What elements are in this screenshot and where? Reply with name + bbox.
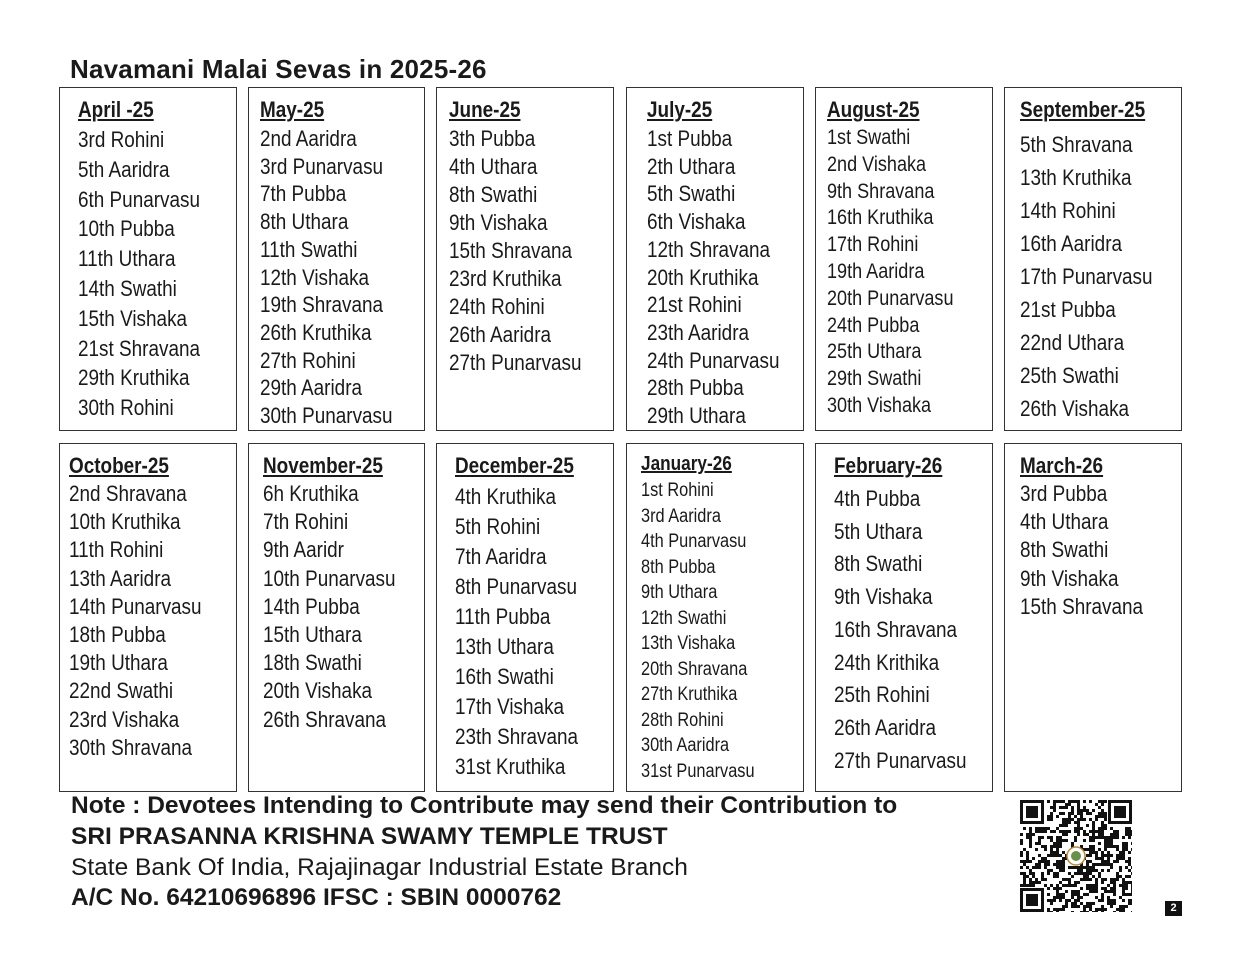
seva-entry: 4th Uthara xyxy=(1020,509,1109,535)
seva-entry: 1st Pubba xyxy=(647,126,733,151)
seva-entry: 25th Uthara xyxy=(827,340,922,364)
month-box-november xyxy=(248,443,425,792)
seva-entry: 11th Uthara xyxy=(78,246,176,272)
seva-entry: 4th Kruthika xyxy=(455,484,556,509)
seva-entry: 19th Uthara xyxy=(69,650,168,676)
trust-name: SRI PRASANNA KRISHNA SWAMY TEMPLE TRUST xyxy=(71,823,668,850)
seva-entry: 9th Vishaka xyxy=(1020,565,1119,591)
seva-entry: 3rd Punarvasu xyxy=(260,153,384,179)
seva-entry: 12th Swathi xyxy=(641,607,727,629)
seva-entry: 30th Punarvasu xyxy=(260,403,393,429)
seva-entry: 8th Uthara xyxy=(260,209,349,235)
seva-entry: 3rd Pubba xyxy=(1020,481,1108,506)
seva-entry: 12th Vishaka xyxy=(260,264,370,290)
seva-entry: 3rd Rohini xyxy=(78,127,165,152)
seva-entry: 5th Uthara xyxy=(834,518,923,544)
seva-entry: 29th Aaridra xyxy=(260,375,363,401)
seva-entry: 8th Punarvasu xyxy=(455,574,578,599)
seva-entry: 15th Shravana xyxy=(449,238,573,263)
seva-entry: 15th Uthara xyxy=(263,622,362,648)
seva-entry: 28th Pubba xyxy=(647,375,744,401)
seva-entry: 24th Krithika xyxy=(834,649,940,675)
seva-entry: 24th Rohini xyxy=(449,294,545,319)
seva-entry: 8th Swathi xyxy=(449,182,538,207)
month-heading: October-25 xyxy=(69,453,169,478)
note-line: Note : Devotees Intending to Contribute may send their Contribution to xyxy=(71,792,898,819)
seva-entry: 5th Aaridra xyxy=(78,156,170,182)
seva-entry: 20th Shravana xyxy=(641,658,748,680)
seva-entry: 21st Pubba xyxy=(1020,297,1116,322)
seva-entry: 30th Vishaka xyxy=(827,393,932,417)
month-heading: May-25 xyxy=(260,97,325,122)
seva-entry: 31st Kruthika xyxy=(455,754,566,779)
seva-entry: 17th Punarvasu xyxy=(1020,264,1153,289)
month-box-june xyxy=(436,87,614,431)
seva-entry: 10th Pubba xyxy=(78,216,175,242)
seva-entry: 13th Aaridra xyxy=(69,565,172,591)
seva-entry: 5th Rohini xyxy=(455,514,541,539)
seva-entry: 8th Swathi xyxy=(834,551,923,577)
seva-entry: 6h Kruthika xyxy=(263,481,359,506)
month-heading: June-25 xyxy=(449,97,521,122)
seva-entry: 16th Aaridra xyxy=(1020,231,1123,256)
seva-entry: 9th Uthara xyxy=(641,582,718,603)
seva-entry: 16th Swathi xyxy=(455,664,554,689)
seva-entry: 4th Uthara xyxy=(449,154,538,179)
month-heading: December-25 xyxy=(455,453,574,478)
seva-entry: 16th Kruthika xyxy=(827,206,934,230)
seva-entry: 14th Rohini xyxy=(1020,198,1116,223)
seva-entry: 9th Vishaka xyxy=(449,210,548,235)
seva-entry: 30th Rohini xyxy=(78,395,174,421)
seva-entry: 29th Swathi xyxy=(827,367,922,391)
seva-entry: 30th Shravana xyxy=(69,734,193,760)
seva-entry: 26th Aaridra xyxy=(449,322,552,347)
seva-entry: 21st Rohini xyxy=(647,292,742,318)
month-heading: November-25 xyxy=(263,453,383,478)
seva-entry: 15th Shravana xyxy=(1020,593,1144,619)
seva-entry: 14th Swathi xyxy=(78,275,177,301)
seva-entry: 2th Uthara xyxy=(647,153,736,179)
month-heading: August-25 xyxy=(827,97,920,122)
month-box-april xyxy=(59,87,237,431)
qr-code xyxy=(1020,800,1132,912)
seva-entry: 30th Aaridra xyxy=(641,735,730,756)
seva-entry: 25th Rohini xyxy=(834,682,930,708)
month-box-january xyxy=(626,443,804,792)
seva-entry: 13th Kruthika xyxy=(1020,165,1132,190)
seva-entry: 22nd Swathi xyxy=(69,678,174,704)
seva-entry: 27th Kruthika xyxy=(641,684,738,705)
seva-entry: 11th Swathi xyxy=(260,236,358,262)
month-heading: April -25 xyxy=(78,97,154,122)
seva-entry: 11th Rohini xyxy=(69,537,164,563)
seva-entry: 18th Swathi xyxy=(263,650,362,676)
month-box-may xyxy=(248,87,425,431)
seva-entry: 23th Aaridra xyxy=(647,319,750,345)
seva-entry: 19th Shravana xyxy=(260,292,384,318)
seva-entry: 8th Swathi xyxy=(1020,537,1109,563)
seva-entry: 7th Pubba xyxy=(260,181,347,207)
seva-entry: 15th Vishaka xyxy=(78,305,188,331)
seva-entry: 25th Swathi xyxy=(1020,363,1119,388)
seva-entry: 18th Pubba xyxy=(69,622,166,648)
page-title: Navamani Malai Sevas in 2025-26 xyxy=(70,54,487,84)
month-heading: July-25 xyxy=(647,97,713,122)
seva-entry: 5th Swathi xyxy=(647,181,736,207)
seva-entry: 14th Punarvasu xyxy=(69,593,202,619)
seva-entry: 9th Vishaka xyxy=(834,584,933,610)
seva-entry: 4th Pubba xyxy=(834,486,921,511)
month-box-august xyxy=(815,87,993,431)
seva-entry: 24th Punarvasu xyxy=(647,347,780,373)
seva-entry: 29th Uthara xyxy=(647,403,746,429)
seva-entry: 11th Pubba xyxy=(455,604,551,629)
seva-entry: 14th Pubba xyxy=(263,593,360,619)
seva-entry: 1st Rohini xyxy=(641,480,714,501)
month-box-september xyxy=(1004,87,1182,431)
seva-entry: 20th Kruthika xyxy=(647,264,759,290)
seva-entry: 6th Punarvasu xyxy=(78,186,201,212)
seva-entry: 9th Aaridr xyxy=(263,537,344,563)
seva-entry: 16th Shravana xyxy=(834,616,958,642)
seva-entry: 3rd Aaridra xyxy=(641,505,721,527)
month-heading: January-26 xyxy=(641,453,732,475)
seva-entry: 23rd Kruthika xyxy=(449,266,562,291)
seva-entry: 8th Pubba xyxy=(641,556,716,578)
month-box-october xyxy=(59,443,237,792)
seva-entry: 1st Swathi xyxy=(827,126,911,149)
account-details: A/C No. 64210696896 IFSC : SBIN 0000762 xyxy=(71,884,562,911)
seva-entry: 9th Shravana xyxy=(827,179,935,203)
seva-entry: 23th Shravana xyxy=(455,724,579,749)
seva-entry: 4th Punarvasu xyxy=(641,531,747,552)
seva-entry: 29th Kruthika xyxy=(78,365,190,391)
seva-entry: 6th Vishaka xyxy=(647,209,746,235)
seva-entry: 2nd Shravana xyxy=(69,481,187,506)
seva-entry: 31st Punarvasu xyxy=(641,760,755,782)
seva-entry: 27th Rohini xyxy=(260,347,356,373)
seva-entry: 17th Vishaka xyxy=(455,694,565,719)
month-box-march xyxy=(1004,443,1182,792)
seva-entry: 28th Rohini xyxy=(641,709,724,731)
seva-entry: 23rd Vishaka xyxy=(69,706,180,732)
seva-entry: 26th Shravana xyxy=(263,706,387,732)
month-heading: February-26 xyxy=(834,453,943,478)
month-box-july xyxy=(626,87,804,431)
seva-entry: 24th Pubba xyxy=(827,313,920,337)
seva-entry: 19th Aaridra xyxy=(827,259,925,283)
seva-entry: 2nd Aaridra xyxy=(260,126,357,151)
seva-entry: 20th Punarvasu xyxy=(827,286,954,310)
seva-entry: 12th Shravana xyxy=(647,236,771,262)
seva-entry: 26th Kruthika xyxy=(260,319,372,345)
seva-entry: 20th Vishaka xyxy=(263,678,373,704)
seva-entry: 13th Uthara xyxy=(455,634,554,659)
seva-entry: 13th Vishaka xyxy=(641,633,736,654)
bank-branch: State Bank Of India, Rajajinagar Industrial Estate Branch xyxy=(71,854,688,881)
seva-entry: 21st Shravana xyxy=(78,335,201,361)
seva-entry: 7th Aaridra xyxy=(455,544,547,569)
month-heading: March-26 xyxy=(1020,453,1104,478)
month-box-february xyxy=(815,443,993,792)
page-number-badge: 2 xyxy=(1165,901,1182,916)
seva-entry: 10th Kruthika xyxy=(69,509,181,535)
seva-entry: 17th Rohini xyxy=(827,233,919,257)
seva-entry: 27th Punarvasu xyxy=(834,747,967,773)
seva-entry: 26th Vishaka xyxy=(1020,396,1130,421)
month-box-december xyxy=(436,443,614,792)
seva-entry: 22nd Uthara xyxy=(1020,330,1125,355)
seva-entry: 3th Pubba xyxy=(449,126,536,151)
seva-entry: 7th Rohini xyxy=(263,509,349,535)
seva-entry: 2nd Vishaka xyxy=(827,152,927,176)
month-heading: September-25 xyxy=(1020,97,1146,122)
seva-entry: 5th Shravana xyxy=(1020,132,1133,157)
seva-entry: 10th Punarvasu xyxy=(263,565,396,591)
seva-entry: 27th Punarvasu xyxy=(449,350,582,375)
seva-entry: 26th Aaridra xyxy=(834,714,937,740)
